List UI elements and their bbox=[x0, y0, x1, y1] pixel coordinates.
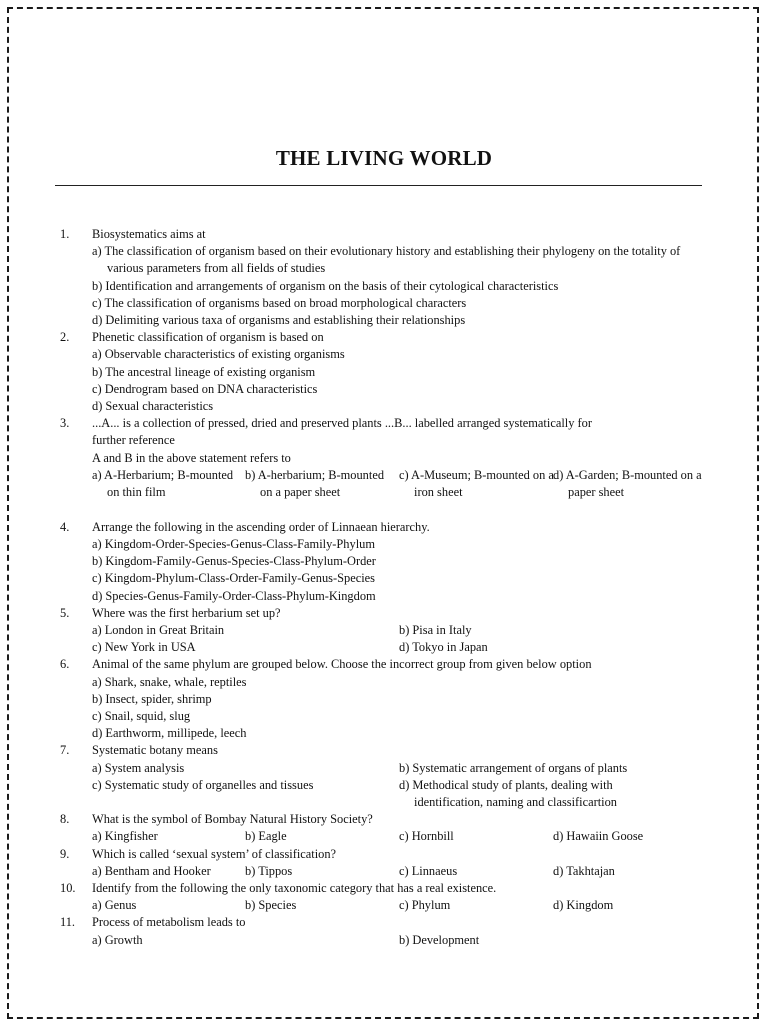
option-c: c) A-Museum; B-mounted on a iron sheet bbox=[399, 467, 554, 500]
question-4 bbox=[60, 519, 710, 605]
option-d: d) A-Garden; B-mounted on a paper sheet bbox=[553, 467, 702, 500]
option-c: c) Linnaeus bbox=[399, 863, 458, 878]
option-c: c) New York in USA bbox=[92, 640, 196, 655]
option-b: b) Eagle bbox=[245, 829, 287, 844]
option-c: c) Dendrogram based on DNA characteristics bbox=[92, 381, 318, 396]
option-d: d) Hawaiin Goose bbox=[553, 829, 644, 844]
option-b: b) A-herbarium; B-mounted on a paper sheet bbox=[245, 467, 385, 500]
option-a: a) Observable characteristics of existing organisms bbox=[92, 347, 345, 362]
option-c: c) The classification of organisms based on broad morphological characters bbox=[92, 295, 467, 310]
question-number: 3. bbox=[60, 416, 70, 431]
option-row bbox=[60, 622, 710, 639]
option-c: c) Hornbill bbox=[399, 829, 454, 844]
question-number: 10. bbox=[60, 881, 76, 896]
question-number: 11. bbox=[60, 915, 76, 930]
question-text: 10. Identify from the following the only taxonomic category that has a real existence. bbox=[60, 880, 710, 897]
option-a: a) London in Great Britain bbox=[92, 623, 225, 638]
option-row bbox=[60, 777, 710, 811]
option-a: a) System analysis bbox=[92, 760, 185, 775]
option-a: a) Growth bbox=[92, 932, 143, 947]
option-b: b) The ancestral lineage of existing organism bbox=[92, 364, 316, 379]
question-number: 5. bbox=[60, 605, 70, 620]
option-b: b) Development bbox=[399, 932, 480, 947]
question-number: 7. bbox=[60, 743, 70, 758]
option-row bbox=[60, 760, 710, 777]
question-text-continued: further reference bbox=[92, 433, 175, 448]
question-text: 1. Biosystematics aims at bbox=[60, 226, 710, 243]
option-c: c) Phylum bbox=[399, 898, 451, 913]
option-d: d) Takhtajan bbox=[553, 863, 615, 878]
question-text: 2. Phenetic classification of organism is based on bbox=[60, 329, 710, 346]
question-text: 7. Systematic botany means bbox=[60, 742, 710, 759]
question-text-statement: A and B in the above statement refers to bbox=[92, 450, 291, 465]
option-d: d) Delimiting various taxa of organisms and establishing their relationships bbox=[92, 313, 466, 328]
question-number: 8. bbox=[60, 812, 70, 827]
option-b: b) Kingdom-Family-Genus-Species-Class-Phylum-Order bbox=[92, 554, 376, 569]
question-text: 8. What is the symbol of Bombay Natural History Society? bbox=[60, 811, 710, 828]
option-a: a) Kingdom-Order-Species-Genus-Class-Family-Phylum bbox=[92, 537, 375, 552]
question-list bbox=[60, 226, 710, 949]
question-5 bbox=[60, 605, 710, 657]
option-b: b) Tippos bbox=[245, 863, 293, 878]
option-a: a) The classification of organism based on their evolutionary history and establishing their phylogeny on the totality of various parameters from all fields of studies bbox=[92, 244, 681, 276]
question-10 bbox=[60, 880, 710, 914]
question-text: 6. Animal of the same phylum are grouped below. Choose the incorrect group from given below option bbox=[60, 656, 710, 673]
question-number: 9. bbox=[60, 846, 70, 861]
question-7 bbox=[60, 742, 710, 811]
question-number: 4. bbox=[60, 519, 70, 534]
option-d: d) Earthworm, millipede, leech bbox=[92, 726, 247, 741]
question-1 bbox=[60, 226, 710, 329]
question-number: 1. bbox=[60, 227, 70, 241]
option-b: b) Species bbox=[245, 898, 297, 913]
option-b: b) Pisa in Italy bbox=[399, 623, 472, 638]
option-row bbox=[60, 639, 710, 656]
option-row bbox=[60, 828, 710, 845]
question-number: 2. bbox=[60, 330, 70, 345]
title-divider bbox=[55, 185, 702, 186]
option-b: b) Identification and arrangements of organism on the basis of their cytological characteristics bbox=[92, 278, 559, 293]
option-a: a) Shark, snake, whale, reptiles bbox=[92, 674, 247, 689]
question-11 bbox=[60, 914, 710, 948]
option-a: a) Bentham and Hooker bbox=[92, 863, 211, 878]
question-number: 6. bbox=[60, 657, 70, 672]
question-text: 9. Which is called ‘sexual system’ of classification? bbox=[60, 846, 710, 863]
option-d: d) Species-Genus-Family-Order-Class-Phylum-Kingdom bbox=[92, 588, 376, 603]
question-text: 4. Arrange the following in the ascending order of Linnaean hierarchy. bbox=[60, 519, 710, 536]
page-title: THE LIVING WORLD bbox=[275, 146, 493, 170]
question-text: 3. ...A... is a collection of pressed, dried and preserved plants ...B... labelled arranged systematically for bbox=[60, 415, 710, 432]
question-6 bbox=[60, 656, 710, 742]
option-a: a) A-Herbarium; B-mounted on thin film bbox=[92, 467, 234, 500]
option-c: c) Snail, squid, slug bbox=[92, 709, 191, 724]
option-c: c) Systematic study of organelles and tissues bbox=[92, 777, 314, 792]
option-a: a) Genus bbox=[92, 898, 137, 913]
option-row bbox=[60, 932, 710, 949]
question-text: 11. Process of metabolism leads to bbox=[60, 914, 710, 931]
question-text: 5. Where was the first herbarium set up? bbox=[60, 605, 710, 622]
option-d: d) Methodical study of plants, dealing with identification, naming and classificartion bbox=[399, 777, 618, 810]
option-d: d) Tokyo in Japan bbox=[399, 640, 488, 655]
option-row bbox=[60, 863, 710, 880]
question-8 bbox=[60, 811, 710, 845]
question-9 bbox=[60, 846, 710, 880]
option-row bbox=[60, 467, 710, 519]
option-d: d) Sexual characteristics bbox=[92, 399, 214, 414]
option-b: b) Systematic arrangement of organs of plants bbox=[399, 760, 628, 775]
option-c: c) Kingdom-Phylum-Class-Order-Family-Genus-Species bbox=[92, 571, 375, 586]
option-a: a) Kingfisher bbox=[92, 829, 158, 844]
question-2 bbox=[60, 329, 710, 415]
option-d: d) Kingdom bbox=[553, 898, 614, 913]
option-row bbox=[60, 897, 710, 914]
option-b: b) Insect, spider, shrimp bbox=[92, 691, 212, 706]
question-3 bbox=[60, 415, 710, 519]
